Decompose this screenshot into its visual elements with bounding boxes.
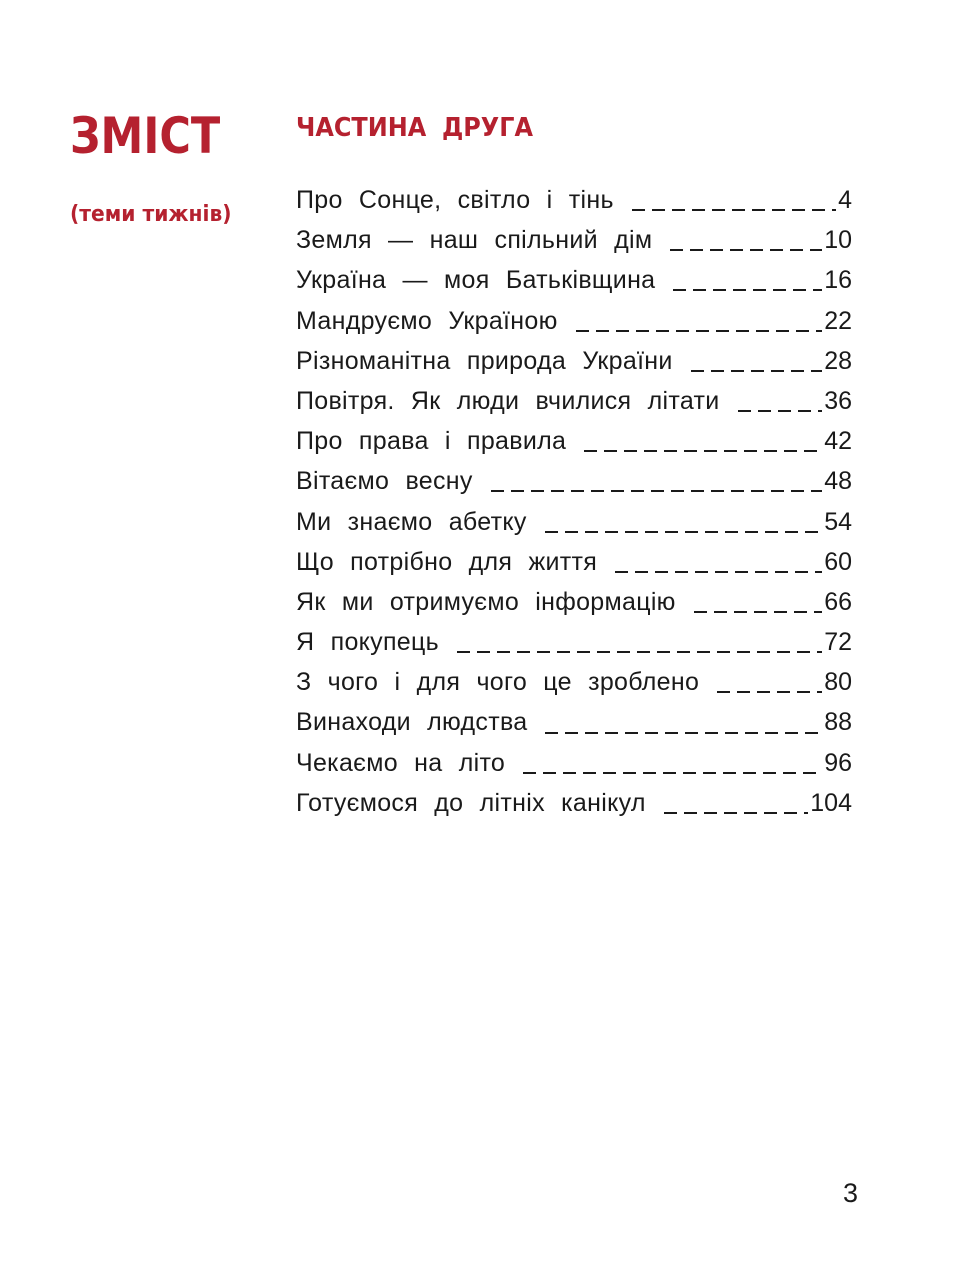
toc-entry-page: 4 bbox=[838, 186, 852, 214]
toc-entry-title: Готуємося до літніх канікул bbox=[296, 788, 646, 817]
toc-entry-page: 66 bbox=[824, 587, 852, 616]
toc-entry-page: 88 bbox=[824, 708, 852, 737]
toc-entry-title: Ми знаємо абетку bbox=[296, 507, 527, 536]
toc-entry-title: Я покупець bbox=[296, 628, 439, 657]
toc-content bbox=[296, 108, 852, 823]
toc-entry-page: 28 bbox=[824, 346, 852, 375]
toc-entry[interactable] bbox=[296, 702, 852, 742]
toc-entry-page: 22 bbox=[824, 306, 852, 335]
toc-entry-title: Вітаємо весну bbox=[296, 467, 473, 496]
toc-entry-title: Про права і правила bbox=[296, 427, 567, 456]
toc-entry[interactable] bbox=[296, 260, 852, 300]
dotted-leader bbox=[576, 310, 823, 332]
toc-entry[interactable] bbox=[296, 542, 852, 582]
toc-entry[interactable] bbox=[296, 461, 852, 501]
dotted-leader bbox=[545, 511, 823, 533]
toc-entry-page: 104 bbox=[810, 788, 852, 817]
dotted-leader bbox=[457, 631, 822, 653]
dotted-leader bbox=[545, 712, 822, 734]
dotted-leader bbox=[615, 551, 822, 573]
toc-entry-title: З чого і для чого це зроблено bbox=[296, 668, 700, 697]
dotted-leader bbox=[694, 591, 822, 613]
toc-title: ЗМІСТ bbox=[70, 107, 221, 165]
toc-entry-page: 36 bbox=[824, 386, 852, 415]
dotted-leader bbox=[691, 350, 823, 372]
toc-entry[interactable] bbox=[296, 341, 852, 381]
toc-entry-title: Різноманітна природа України bbox=[296, 346, 673, 375]
toc-entry-title: Україна — моя Батьківщина bbox=[296, 266, 656, 295]
dotted-leader bbox=[738, 390, 823, 412]
toc-entry-title: Повітря. Як люди вчилися літати bbox=[296, 386, 720, 415]
toc-entry[interactable] bbox=[296, 381, 852, 421]
dotted-leader bbox=[670, 229, 822, 251]
toc-entry-page: 54 bbox=[824, 507, 852, 536]
toc-entry-title: Що потрібно для життя bbox=[296, 547, 598, 576]
toc-entry[interactable] bbox=[296, 421, 852, 461]
toc-entry-page: 42 bbox=[824, 427, 852, 456]
toc-entry-page: 96 bbox=[824, 748, 852, 777]
toc-entry-title: Винаходи людства bbox=[296, 708, 528, 737]
toc-entry-page: 10 bbox=[824, 226, 852, 255]
toc-entry-title: Як ми отримуємо інформацію bbox=[296, 587, 676, 616]
toc-heading-block bbox=[70, 104, 270, 230]
dotted-leader bbox=[664, 792, 809, 814]
page-number: 3 bbox=[843, 1178, 859, 1208]
toc-list bbox=[296, 180, 852, 823]
toc-entry[interactable] bbox=[296, 743, 852, 783]
toc-entry-page: 72 bbox=[824, 628, 852, 657]
toc-entry[interactable] bbox=[296, 622, 852, 662]
dotted-leader bbox=[632, 189, 836, 211]
toc-entry[interactable] bbox=[296, 301, 852, 341]
toc-entry-page: 60 bbox=[824, 547, 852, 576]
dotted-leader bbox=[491, 470, 822, 492]
dotted-leader bbox=[523, 752, 822, 774]
toc-entry[interactable] bbox=[296, 180, 852, 220]
toc-entry-page: 16 bbox=[824, 266, 852, 295]
toc-entry[interactable] bbox=[296, 662, 852, 702]
toc-entry-page: 80 bbox=[824, 668, 852, 697]
toc-subtitle: (теми тижнів) bbox=[70, 202, 232, 227]
toc-entry[interactable] bbox=[296, 582, 852, 622]
dotted-leader bbox=[717, 671, 822, 693]
toc-entry[interactable] bbox=[296, 502, 852, 542]
toc-entry-page: 48 bbox=[824, 467, 852, 496]
section-title: ЧАСТИНА ДРУГА bbox=[296, 113, 533, 143]
toc-entry[interactable] bbox=[296, 220, 852, 260]
toc-entry-title: Мандруємо Україною bbox=[296, 306, 558, 335]
toc-entry-title: Земля — наш спільний дім bbox=[296, 226, 653, 255]
dotted-leader bbox=[584, 430, 822, 452]
dotted-leader bbox=[673, 269, 822, 291]
toc-entry-title: Чекаємо на літо bbox=[296, 748, 506, 777]
toc-entry[interactable] bbox=[296, 783, 852, 823]
toc-entry-title: Про Сонце, світло і тінь bbox=[296, 186, 614, 214]
